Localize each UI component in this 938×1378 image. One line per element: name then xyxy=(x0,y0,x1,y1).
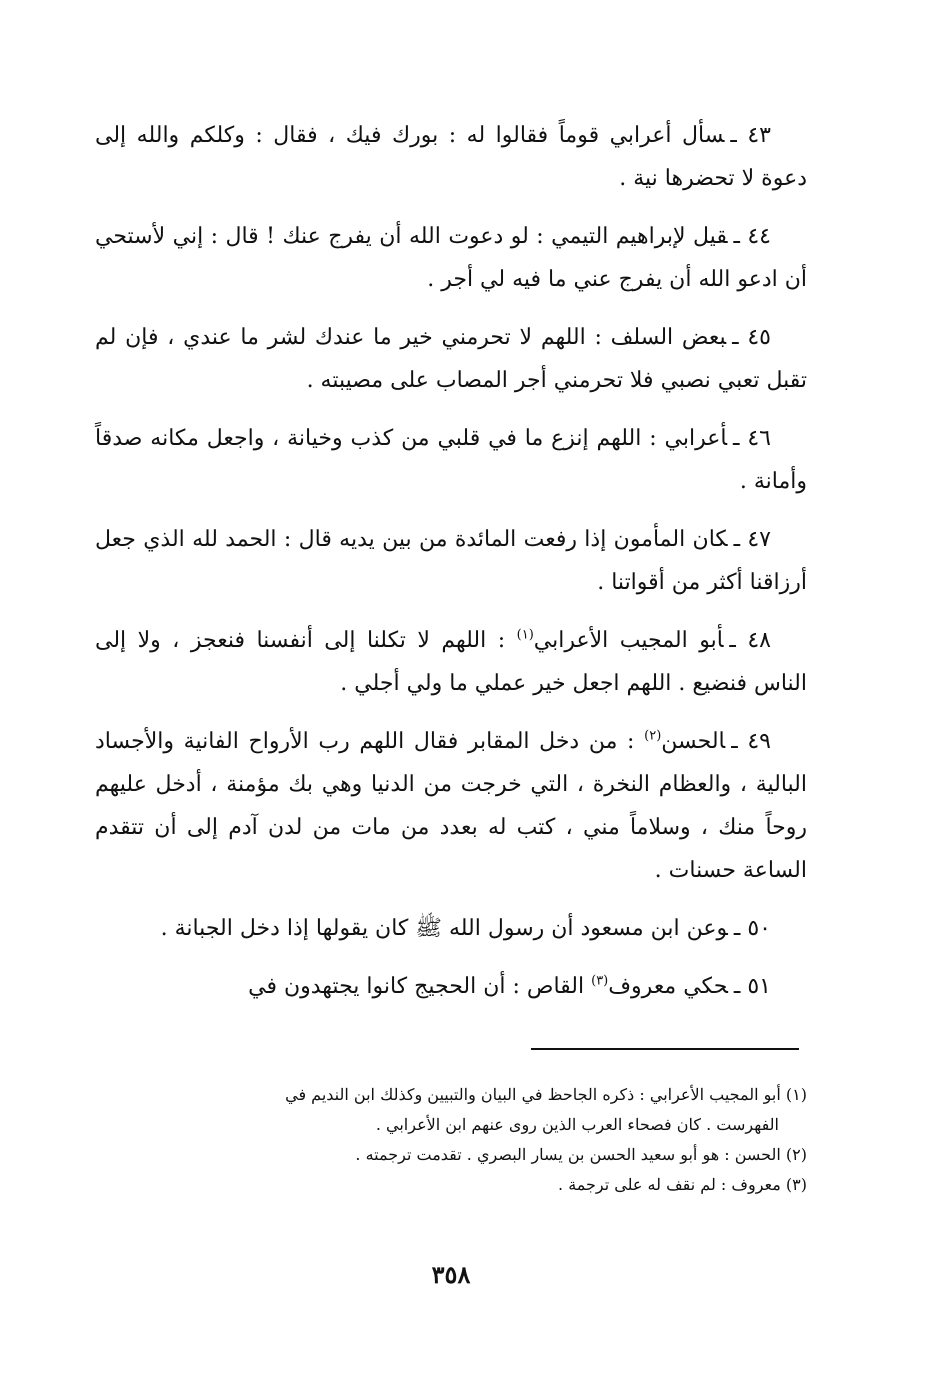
paragraph-text: القاص : أن الحجيج كانوا يجتهدون في xyxy=(248,974,592,999)
paragraph-text: أعرابي : اللهم إنزع ما في قلبي من كذب وخيانة ، واجعل مكانه صدقاً وأمانة . xyxy=(95,426,807,494)
paragraph-51 xyxy=(95,965,807,1008)
page-number: ٣٥٨ xyxy=(431,1260,471,1289)
paragraph-number: ٥٠ ـ xyxy=(733,916,771,941)
paragraph-number: ٤٣ ـ xyxy=(730,123,771,148)
main-text xyxy=(95,114,807,1023)
footnotes xyxy=(95,1080,807,1200)
paragraph-50 xyxy=(95,907,807,950)
paragraph-number: ٤٦ ـ xyxy=(733,426,771,451)
footnote-ref-1[interactable]: (١) xyxy=(516,627,534,643)
paragraph-number: ٤٥ ـ xyxy=(732,325,771,350)
paragraph-44 xyxy=(95,215,807,301)
paragraph-text: سأل أعرابي قوماً فقالوا له : بورك فيك ، فقال : وكلكم والله إلى دعوة لا تحضرها نية . xyxy=(95,123,807,191)
footnote-1 xyxy=(95,1080,807,1140)
paragraph-49 xyxy=(95,720,807,892)
footnote-text: الحسن : هو أبو سعيد الحسن بن يسار البصري . تقدمت ترجمته . xyxy=(355,1145,781,1164)
paragraph-text: وعن ابن مسعود أن رسول الله ﷺ كان يقولها إذا دخل الجبانة . xyxy=(160,916,728,941)
paragraph-number: ٤٨ ـ xyxy=(729,628,771,653)
book-page xyxy=(95,100,807,1360)
paragraph-text: قيل لإبراهيم التيمي : لو دعوت الله أن يفرج عنك ! قال : إني لأستحي أن ادعو الله أن يفرج عني ما فيه لي أجر . xyxy=(95,224,807,292)
paragraph-number: ٤٩ ـ xyxy=(731,729,771,754)
paragraph-text: : من دخل المقابر فقال اللهم رب الأرواح الفانية والأجساد البالية ، والعظام النخرة ، التي خرجت من الدنيا وهي بك مؤمنة ، أدخل عليهم روحاً منك ، وسلاماً مني ، كتب له بعدد من مات من لدن آدم إلى أن تتقدم الساعة حسنات . xyxy=(95,729,807,883)
footnote-divider xyxy=(531,1048,799,1050)
paragraph-45 xyxy=(95,316,807,402)
footnote-2 xyxy=(95,1140,807,1170)
footnote-ref-2[interactable]: (٢) xyxy=(644,728,662,744)
footnote-number: (١) xyxy=(785,1085,807,1104)
paragraph-lead: حكي معروف xyxy=(608,974,728,999)
footnote-text: أبو المجيب الأعرابي : ذكره الجاحظ في البيان والتبيين وكذلك ابن النديم في xyxy=(285,1085,781,1104)
paragraph-text: كان المأمون إذا رفعت المائدة من بين يديه قال : الحمد لله الذي جعل أرزاقنا أكثر من أقواتنا . xyxy=(95,527,807,595)
paragraph-43 xyxy=(95,114,807,200)
footnote-text: معروف : لم نقف له على ترجمة . xyxy=(558,1175,781,1194)
paragraph-48 xyxy=(95,619,807,705)
footnote-number: (٢) xyxy=(785,1145,807,1164)
paragraph-lead: الحسن xyxy=(661,729,726,754)
paragraph-text: : اللهم لا تكلنا إلى أنفسنا فنعجز ، ولا إلى الناس فنضيع . اللهم اجعل خير عملي ما ولي أجلي . xyxy=(95,628,807,696)
paragraph-number: ٤٧ ـ xyxy=(733,527,771,552)
paragraph-lead: أبو المجيب الأعرابي xyxy=(533,628,724,653)
paragraph-46 xyxy=(95,417,807,503)
paragraph-text: بعض السلف : اللهم لا تحرمني خير ما عندك لشر ما عندي ، فإن لم تقبل تعبي نصبي فلا تحرمني أجر المصاب على مصيبته . xyxy=(95,325,807,393)
paragraph-number: ٥١ ـ xyxy=(733,974,771,999)
footnote-ref-3[interactable]: (٣) xyxy=(591,973,609,989)
footnote-continuation: الفهرست . كان فصحاء العرب الذين روى عنهم ابن الأعرابي . xyxy=(375,1115,779,1134)
footnote-number: (٣) xyxy=(785,1175,807,1194)
paragraph-number: ٤٤ ـ xyxy=(733,224,771,249)
footnote-3 xyxy=(95,1170,807,1200)
paragraph-47 xyxy=(95,518,807,604)
